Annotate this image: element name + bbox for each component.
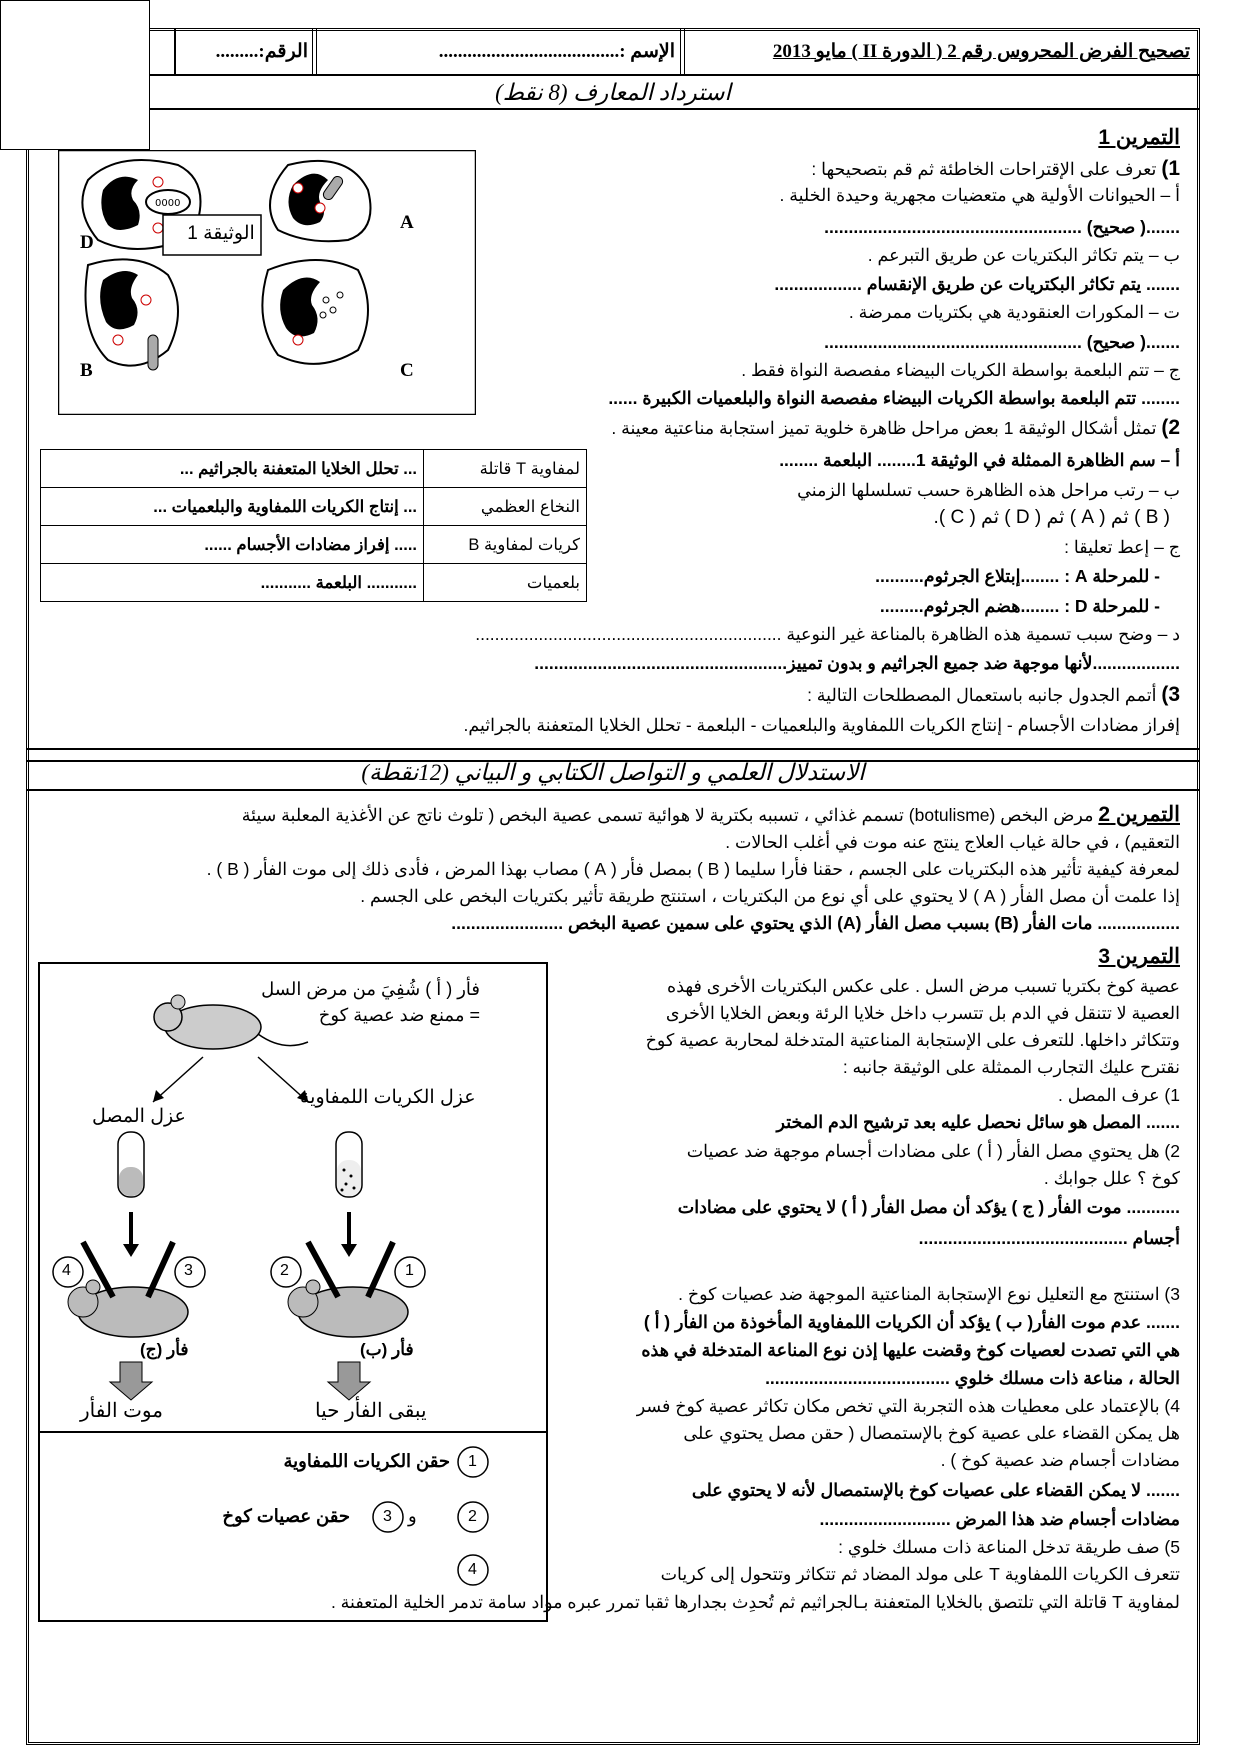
q-text: أتمم الجدول جانبه باستعمال المصطلحات التالية : — [807, 685, 1157, 705]
ex1-j-answer: ........ تتم البلعمة بواسطة الكريات البيضاء مفصصة النواة والبلعميات الكبيرة ...... — [608, 388, 1180, 408]
ex1-table — [40, 449, 587, 602]
ex3-q4: مضادات أجسام ضد عصية كوخ ) . — [940, 1450, 1180, 1470]
legend-lymph: حقن الكريات اللمفاوية — [283, 1451, 450, 1471]
ex1-j: ج – تتم البلعمة بواسطة الكريات البيضاء مفصصة النواة فقط . — [741, 360, 1180, 380]
section2-title: الاستدلال العلمي و التواصل الكتابي و البياني (12نقطة) — [361, 760, 865, 785]
ex2-text: مرض البخص (botulisme) تسمم غذائي ، تسببه بكترية لا هوائية تسمى عصية البخص ( تلوث ناتج عن الأغذية المعلبة سيئة — [241, 805, 1094, 825]
ex3-q4-answer: مضادات أجسام ضد هذا المرض ........................... — [819, 1509, 1180, 1529]
ex3-intro: نقترح عليك التجارب الممثلة على الوثيقة جانبه : — [842, 1057, 1180, 1077]
ex3-q2: كوخ ؟ علل جوابك . — [1043, 1168, 1180, 1188]
ex1-q1 — [811, 157, 1180, 181]
table-row — [41, 450, 587, 488]
ex2-line3: لمعرفة كيفية تأثير هذه البكتريات على الجسم ، حقنا فأرا سليما ( B ) بمصل فأر ( A ) مصاب بهذا المرض ، فأدى ذلك إلى موت الفأر ( B ) . — [206, 859, 1180, 879]
ex3-q1: 1) عرف المصل . — [1058, 1085, 1180, 1105]
caption-line: فأر ( أ ) شُفِيَ من مرض السل — [261, 979, 480, 999]
mouse-b-icon — [288, 1280, 408, 1337]
mouse-lives-label: يبقى الفأر حيا — [315, 1400, 427, 1422]
ex3-intro: العصية لا تتنقل في الدم بل تتسرب داخل خلايا الرئة وبعض الخلايا الأخرى — [665, 1003, 1180, 1023]
mouse-b-label: فأر (ب) — [360, 1340, 414, 1359]
ex2-line1 — [242, 803, 1180, 827]
header-divider — [312, 28, 317, 74]
num-4: 4 — [62, 1262, 71, 1279]
q-number: 2) — [1161, 416, 1180, 439]
ex2-line4: إذا علمت أن مصل الفأر ( A ) لا يحتوي على أي نوع من البكتريات ، استنتج طريقة تأثير بكتريات البخص على الجسم . — [360, 886, 1180, 906]
ex1-q3-terms: إفراز مضادات الأجسام - إنتاج الكريات اللمفاوية والبلعميات - البلعمة - تحلل الخلايا المتعفنة بالجراثيم. — [463, 715, 1180, 735]
legend-num-2: 2 — [468, 1508, 477, 1525]
rule — [26, 789, 1200, 791]
ex3-intro: وتتكاثر داخلها. للتعرف على الإستجابة المناعتية المتدخلة لمحاربة عصية كوخ — [645, 1030, 1180, 1050]
ex3-q5-answer: تتعرف الكريات اللمفاوية T على مولد المضاد ثم تتكاثر وتتحول إلى كريات — [660, 1564, 1180, 1584]
ex1-b-answer: ....... يتم تكاثر البكتريات عن طريق الإنقسام .................. — [774, 274, 1180, 294]
ex3-q3-answer: هي التي تصدت لعصيات كوخ وقضت عليها إذن نوع المناعة المتدخلة في هذه — [641, 1340, 1180, 1360]
ex3-title: التمرين 3 — [1098, 945, 1180, 968]
ex1-b: ب – يتم تكاثر البكتريات عن طريق التبرعم . — [867, 245, 1180, 265]
cell-label-c: C — [400, 360, 414, 381]
legend-koch: حقن عصيات كوخ — [222, 1506, 350, 1526]
ex3-q5-answer: لمفاوية T قاتلة التي تلتصق بالخلايا المتعفنة بـالجراثيم ثم تُحدِث بجدارها ثقبا تمرر عبره مواد سامة تدمر الخلية المتعفنة . — [330, 1592, 1180, 1612]
mouse-dies-label: موت الفأر — [80, 1400, 163, 1422]
ex1-q2d: د – وضح سبب تسمية هذه الظاهرة بالمناعة غير النوعية ............................................................... — [475, 624, 1180, 644]
ex3-q3: 3) استنتج مع التعليل نوع الإستجابة المناعتية الموجهة ضد عصيات كوخ . — [678, 1284, 1180, 1304]
name-field: الإسم :...................................... — [438, 41, 675, 62]
ex3-q2: 2) هل يحتوي مصل الفأر ( أ ) على مضادات أجسام موجهة ضد عصيات — [686, 1141, 1180, 1161]
rule — [26, 108, 1200, 110]
legend-num-4: 4 — [468, 1561, 477, 1578]
table-row — [41, 526, 587, 564]
ex1-q2 — [611, 416, 1180, 440]
ex3-q1-answer: ....... المصل هو سائل نحصل عليه بعد ترشيح الدم المختر — [776, 1112, 1180, 1132]
caption-line: = ممنع ضد عصية كوخ — [318, 1005, 480, 1025]
table-answer: ..... إفراز مضادات الأجسام ...... — [41, 526, 424, 564]
table-answer: ... تحلل الخلايا المتعفنة بالجراثيم ... — [41, 450, 424, 488]
ex3-q4: هل يمكن القضاء على عصية كوخ بالإستمصال ( حقن مصل يحتوي على — [683, 1423, 1180, 1443]
ex1-a: أ – الحيوانات الأولية هي متعضيات مجهرية وحيدة الخلية . — [779, 185, 1180, 205]
exam-title: تصحيح الفرض المحروس رقم 2 ( الدورة II ) مايو 2013 — [772, 41, 1190, 62]
mouse-j-icon — [68, 1280, 188, 1337]
ex1-q2a: أ – سم الظاهرة الممثلة في الوثيقة 1........ البلعمة ........ — [779, 450, 1180, 470]
header-divider — [680, 28, 685, 74]
ex1-q3 — [807, 683, 1180, 707]
legend-num-1: 1 — [468, 1453, 477, 1470]
ex2-line2: التعقيم) ، في حالة غياب العلاج ينتج عنه موت في أغلب الحالات . — [725, 832, 1180, 852]
header-divider — [174, 28, 176, 74]
ex1-q2d-answer: ..................لأنها موجهة ضد جميع الجراثيم و بدون تمييز.................................................... — [534, 653, 1180, 673]
cell-label-a: A — [400, 212, 414, 233]
q-text: تمثل أشكال الوثيقة 1 بعض مراحل ظاهرة خلوية تميز استجابة مناعتية معينة . — [611, 418, 1157, 438]
lymph-label: عزل الكريات اللمفاوية — [300, 1087, 476, 1108]
legend-and: و — [408, 1506, 417, 1526]
cell-label-d: D — [80, 232, 94, 253]
table-term: النخاع العظمي — [424, 488, 587, 526]
section1-title: استرداد المعارف (8 نقط) — [495, 80, 731, 105]
ex1-t-answer: .......( صحيح) ..................................................... — [824, 332, 1180, 352]
ex1-q2j-a: - للمرحلة A : ........إبتلاع الجرثوم.......... — [875, 566, 1160, 586]
table-row — [41, 564, 587, 602]
q-number: 1) — [1161, 157, 1180, 180]
num-3: 3 — [184, 1262, 193, 1279]
mouse-a-caption — [230, 976, 480, 1028]
ex1-a-answer: .......( صحيح) ..................................................... — [824, 217, 1180, 237]
ex3-q5: 5) صف طريقة تدخل المناعة ذات مسلك خلوي : — [838, 1537, 1180, 1557]
mouse-j-label: فأر (ج) — [140, 1340, 189, 1359]
legend-num-3: 3 — [383, 1508, 392, 1525]
ex3-q3-answer: ....... عدم موت الفأر( ب ) يؤكد أن الكريات اللمفاوية المأخوذة من الفأر ( أ ) — [643, 1312, 1180, 1332]
ex2-title: التمرين 2 — [1098, 803, 1180, 826]
table-term: كريات لمفاوية B — [424, 526, 587, 564]
ex3-q3-answer: الحالة ، مناعة ذات مسلك خلوي ...................................... — [765, 1368, 1180, 1388]
table-answer: ........... البلعمة ........... — [41, 564, 424, 602]
rule — [26, 74, 1200, 76]
num-2: 2 — [280, 1262, 289, 1279]
ex1-q2b-answer: ( B ) ثم ( A ) ثم ( D ) ثم ( C ). — [933, 507, 1170, 528]
serum-label: عزل المصل — [92, 1106, 186, 1127]
svg-text:0000: 0000 — [155, 198, 181, 209]
q-text: تعرف على الإقتراحات الخاطئة ثم قم بتصحيحها : — [811, 159, 1157, 179]
table-term: بلعميات — [424, 564, 587, 602]
document1-label: الوثيقة 1 — [187, 223, 255, 244]
table-row — [41, 488, 587, 526]
ex1-t: ت – المكورات العنقودية هي بكتريات ممرضة . — [848, 302, 1180, 322]
number-field: الرقم:......... — [215, 41, 308, 62]
cell-label-b: B — [80, 360, 93, 381]
rule — [26, 748, 1200, 750]
ex1-q2j-d: - للمرحلة D : ........هضم الجرثوم......... — [879, 596, 1160, 616]
ex3-intro: عصية كوخ بكتريا تسبب مرض السل . على عكس البكتريات الأخرى فهذه — [667, 976, 1180, 996]
corner-box — [0, 0, 150, 150]
ex3-q4-answer: ....... لا يمكن القضاء على عصيات كوخ بالإستمصال لأنه لا يحتوي على — [691, 1480, 1180, 1500]
ex1-q2j: ج – إعط تعليقا : — [1064, 537, 1180, 557]
ex3-q2-answer: ........... موت الفأر ( ج ) يؤكد أن مصل الفأر ( أ ) لا يحتوي على مضادات — [677, 1197, 1180, 1217]
table-term: لمفاوية T قاتلة — [424, 450, 587, 488]
ex1-q2b: ب – رتب مراحل هذه الظاهرة حسب تسلسلها الزمني — [797, 480, 1180, 500]
q-number: 3) — [1161, 683, 1180, 706]
ex3-q2-answer: أجسام ........................................... — [918, 1228, 1180, 1248]
table-answer: ... إنتاج الكريات اللمفاوية والبلعميات ... — [41, 488, 424, 526]
num-1: 1 — [405, 1262, 414, 1279]
ex3-q4: 4) بالإعتماد على معطيات هذه التجربة التي تخص مكان تكاثر عصية كوخ فسر — [636, 1396, 1180, 1416]
ex2-answer: ................. مات الفأر (B) بسبب مصل الفأر (A) الذي يحتوي على سمين عصية البخص ....................... — [451, 913, 1180, 933]
ex1-title: التمرين 1 — [1098, 126, 1180, 149]
